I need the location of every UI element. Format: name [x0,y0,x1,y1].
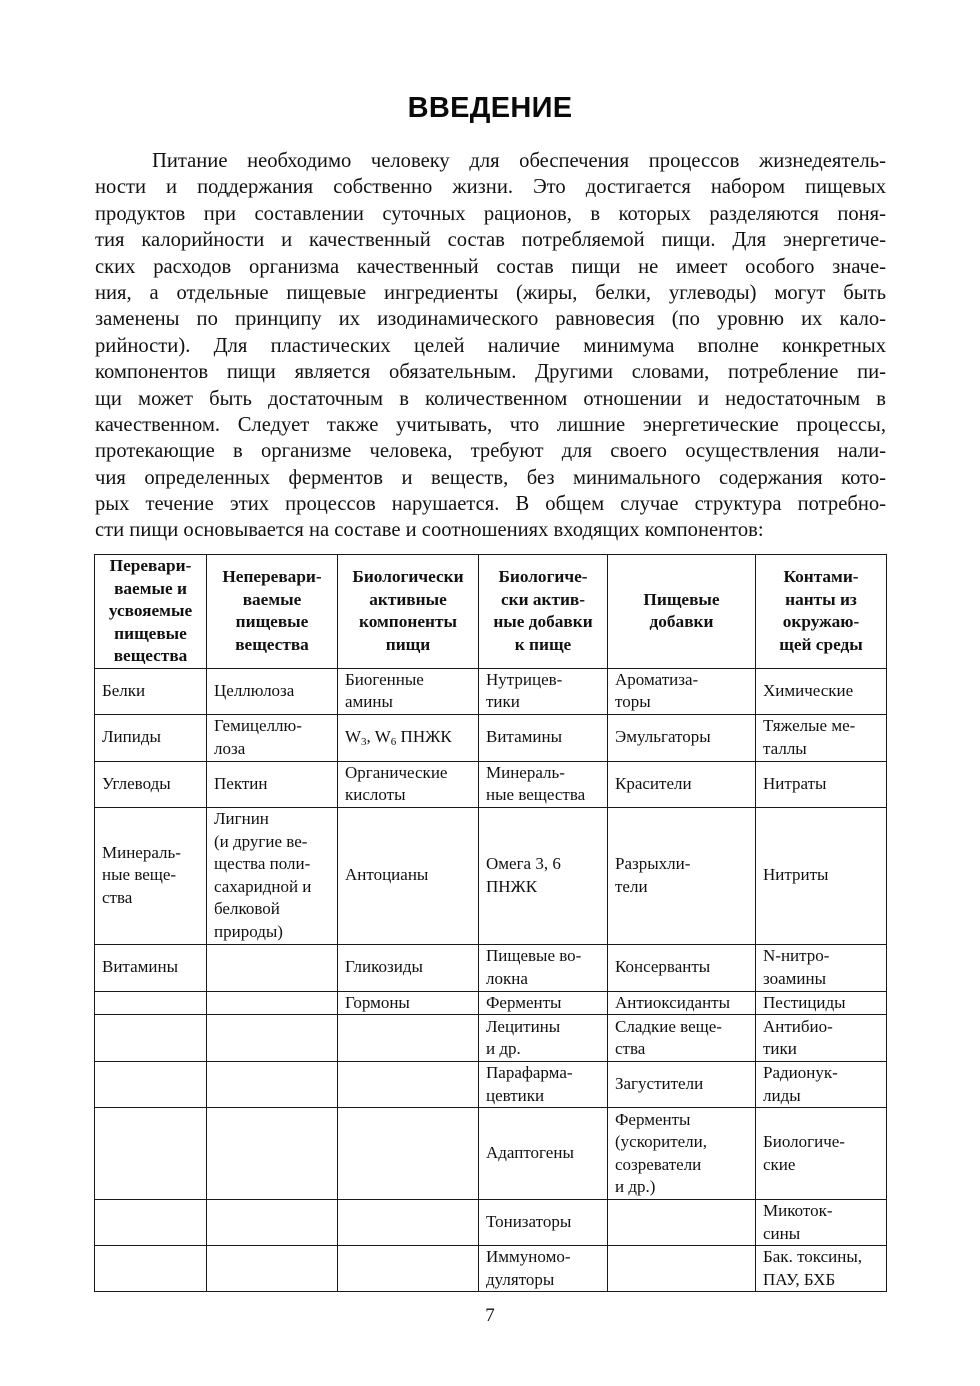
table-cell [207,1246,338,1292]
table-row [95,991,887,1015]
column-header: Неперевари- ваемые пищевые вещества [207,555,338,669]
table-cell [207,1015,338,1062]
table-cell: Липиды [95,714,207,761]
paragraph-line: компонентов пищи является обязательным. Другими словами, потребление пи- [95,361,886,384]
table-cell: Микоток- сины [756,1200,887,1246]
table-cell [95,1200,207,1246]
table-cell: Тонизаторы [479,1200,608,1246]
table-cell [95,1246,207,1292]
table-cell [608,1200,756,1246]
table-cell: Эмульгаторы [608,714,756,761]
table-row [95,1246,887,1292]
paragraph-line: сти пищи основывается на составе и соотношениях входящих компонентов: [95,519,764,542]
table-cell: Углеводы [95,761,207,807]
table-cell: Загустители [608,1062,756,1108]
column-header: Перевари- ваемые и усвояемые пищевые вещества [95,555,207,669]
table-cell: Иммуномо- дуляторы [479,1246,608,1292]
table-cell [207,1108,338,1200]
table-cell: Антибио- тики [756,1015,887,1062]
table-header-row [95,555,887,669]
table-cell [95,1108,207,1200]
table-cell: Витамины [479,714,608,761]
table-row [95,1108,887,1200]
table-cell [338,1108,479,1200]
table-cell [338,1246,479,1292]
table-cell: Биологиче- ские [756,1108,887,1200]
table-cell [95,1062,207,1108]
table-row [95,1200,887,1246]
table-cell: Нутрицев- тики [479,668,608,714]
table-row [95,944,887,991]
column-header: Контами- нанты из окружаю- щей среды [756,555,887,669]
column-header: Пищевые добавки [608,555,756,669]
table-cell: Лигнин (и другие ве- щества поли- сахаридной и белковой природы) [207,807,338,944]
paragraph-line: ния, а отдельные пищевые ингредиенты (жиры, белки, углеводы) могут быть [95,281,886,304]
table-row [95,761,887,807]
paragraph-line: протекающие в организме человека, требуют для своего осуществления нали- [95,440,886,463]
paragraph-line: рых течение этих процессов нарушается. В общем случае структура потребно- [95,493,886,516]
column-header: Биологически активные компоненты пищи [338,555,479,669]
table-cell [207,944,338,991]
table-cell: Минераль- ные вещества [479,761,608,807]
paragraph-line: ности и поддержания собственно жизни. Это достигается набором пищевых [95,176,886,199]
paragraph-line: ских расходов организма качественный состав пищи не имеет особого значе- [95,255,886,278]
table-cell [338,1015,479,1062]
table-row [95,1015,887,1062]
table-cell: Лецитины и др. [479,1015,608,1062]
table-cell: Радионук- лиды [756,1062,887,1108]
table-cell: Сладкие веще- ства [608,1015,756,1062]
page-number: 7 [485,1305,495,1326]
paragraph-line: заменены по принципу их изодинамического равновесия (по уровню их кало- [95,308,886,331]
table-cell: $W_3$, $W_6$ ПНЖК [338,714,479,761]
paragraph-line: Питание необходимо человеку для обеспечения процессов жизнедеятель- [152,150,886,172]
table-cell: Гликозиды [338,944,479,991]
food-components-table [94,554,887,1292]
table-cell: Консерванты [608,944,756,991]
table-cell: Целлюлоза [207,668,338,714]
table-cell: Ароматиза- торы [608,668,756,714]
table-cell: Тяжелые ме- таллы [756,714,887,761]
page-title: ВВЕДЕНИЕ [407,92,573,124]
table-cell [338,1062,479,1108]
table-cell: Витамины [95,944,207,991]
table-cell: Бак. токсины, ПАУ, БХБ [756,1246,887,1292]
paragraph-line: продуктов при составлении суточных рационов, в которых разделяются поня- [95,202,886,225]
table-cell: Адаптогены [479,1108,608,1200]
table-cell: Химические [756,668,887,714]
column-header: Биологиче- ски актив- ные добавки к пище [479,555,608,669]
paragraph-line: щи может быть достаточным в количественном отношении и недостаточным в [95,387,886,410]
table-cell [95,991,207,1015]
table-cell: Пектин [207,761,338,807]
table-cell: Ферменты (ускорители, созреватели и др.) [608,1108,756,1200]
table-cell: Антоцианы [338,807,479,944]
table-cell: Биогенные амины [338,668,479,714]
table-cell: Парафарма- цевтики [479,1062,608,1108]
table-cell: Антиоксиданты [608,991,756,1015]
table-cell: Красители [608,761,756,807]
table-cell: Ферменты [479,991,608,1015]
table-cell: Минераль- ные веще- ства [95,807,207,944]
paragraph-line: качественном. Следует также учитывать, что лишние энергетические процессы, [95,413,886,436]
table-cell: Нитриты [756,807,887,944]
intro-paragraph [95,148,886,544]
table-cell: Пищевые во- локна [479,944,608,991]
table-cell: Белки [95,668,207,714]
table-cell: Гормоны [338,991,479,1015]
table-cell [608,1246,756,1292]
table-row [95,807,887,944]
paragraph-line: чия определенных ферментов и веществ, без минимального содержания кото- [95,466,886,489]
paragraph-line: тия калорийности и качественный состав потребляемой пищи. Для энергетиче- [95,229,886,252]
table-cell: N-нитро- зоамины [756,944,887,991]
table-cell: Пестициды [756,991,887,1015]
table-row [95,668,887,714]
table-cell [207,991,338,1015]
table-cell: Органические кислоты [338,761,479,807]
table-cell: Разрыхли- тели [608,807,756,944]
table-cell: Омега 3, 6 ПНЖК [479,807,608,944]
paragraph-line: рийности). Для пластических целей наличие минимума вполне конкретных [95,334,886,357]
table-row [95,1062,887,1108]
table-cell [207,1062,338,1108]
table-cell: Нитраты [756,761,887,807]
table-cell [338,1200,479,1246]
table-cell [95,1015,207,1062]
table-cell [207,1200,338,1246]
table-cell: Гемицеллю- лоза [207,714,338,761]
table-row [95,714,887,761]
